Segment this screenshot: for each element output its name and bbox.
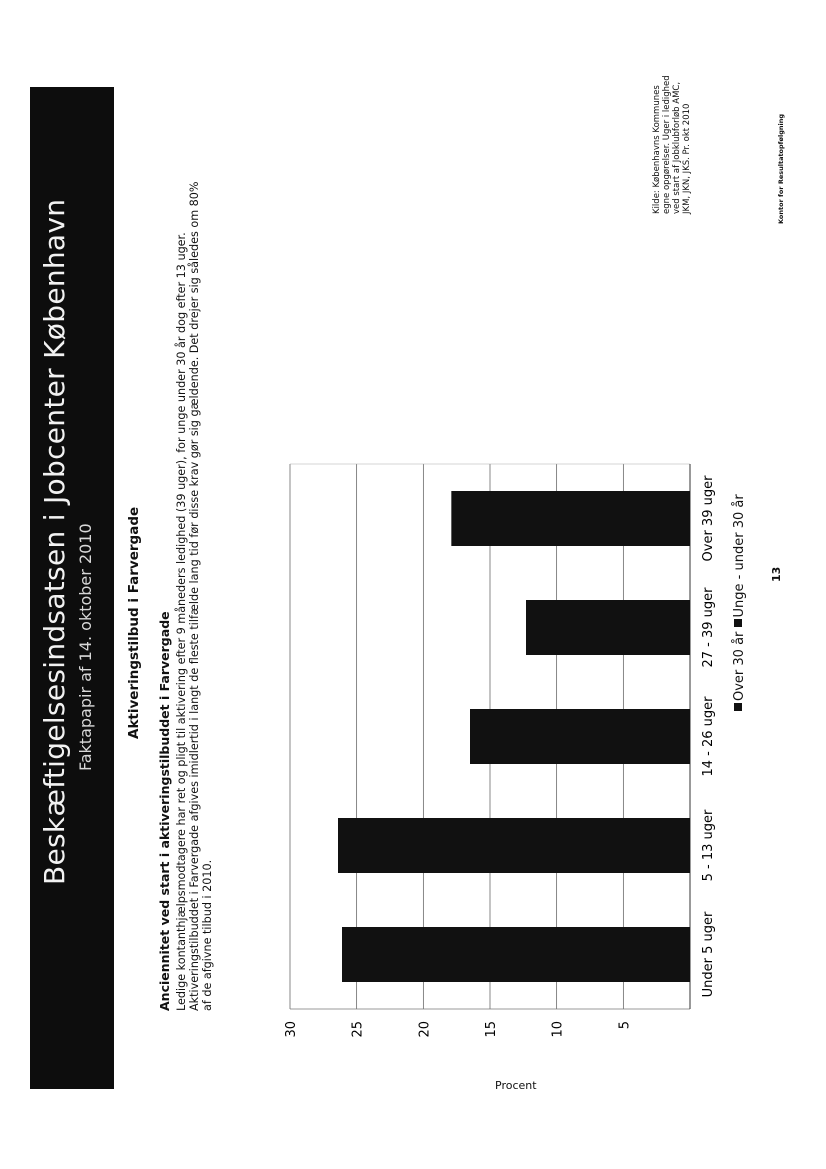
header-subtitle: Faktapapir af 14. oktober 2010 bbox=[76, 523, 95, 771]
x-tick-label-3: 14 - 26 uger bbox=[701, 696, 716, 777]
header-title: Beskæftigelsesindsatsen i Jobcenter København bbox=[38, 198, 71, 885]
y-tick-label-15: 15 bbox=[484, 1021, 499, 1038]
footer-office: Kontor for Resultatopfølgning bbox=[777, 114, 785, 224]
y-tick-label-20: 20 bbox=[417, 1021, 433, 1038]
body-paragraph: Ledige kontanthjælpsmodtagere har ret og pligt til aktivering efter 9 måneders ledighed (39 uger), for unge under 30 år dog efter 13 uger. Aktiveringstilbuddet i Farvergade afgives imidlertid i langt de fleste tilfælde lang tid før disse krav gør sig gældende. Det drejer sig således om 80% af de afgivne tilbud i 2010. bbox=[175, 181, 214, 1011]
x-tick-label-4: 27 - 39 uger bbox=[701, 587, 716, 668]
legend-swatch-1 bbox=[734, 703, 742, 711]
chart-legend bbox=[732, 494, 747, 711]
source-note: Kilde: Københavns Kommunes egne opgørelser. Uger i ledighed ved start af Jobklubforløb AMC, JKM, JKN, JKS. Pr. okt 2010 bbox=[652, 75, 692, 214]
page-heading: Aktiveringstilbud i Farvergade bbox=[126, 506, 142, 739]
bar-4 bbox=[526, 600, 690, 655]
x-tick-label-1: Under 5 uger bbox=[701, 911, 716, 998]
y-tick-label-25: 25 bbox=[350, 1021, 366, 1038]
bar-2 bbox=[338, 818, 690, 873]
section-heading: Anciennitet ved start i aktiveringstilbuddet i Farvergade bbox=[157, 611, 172, 1011]
legend-item-2: Unge - under 30 år bbox=[732, 494, 747, 618]
bar-1 bbox=[342, 927, 690, 982]
y-tick-label-10: 10 bbox=[550, 1021, 566, 1038]
bar-chart bbox=[270, 449, 720, 1069]
page-number: 13 bbox=[770, 566, 783, 582]
bar-3 bbox=[470, 709, 690, 764]
x-tick-label-2: 5 - 13 uger bbox=[701, 809, 716, 882]
y-tick-label-5: 5 bbox=[617, 1021, 633, 1030]
bar-5 bbox=[451, 491, 690, 546]
legend-swatch-2 bbox=[734, 619, 742, 627]
y-axis-label: Procent bbox=[495, 1079, 537, 1092]
y-tick-label-30: 30 bbox=[284, 1021, 299, 1038]
legend-item-1: Over 30 år bbox=[732, 631, 747, 701]
x-tick-label-5: Over 39 uger bbox=[701, 475, 716, 562]
